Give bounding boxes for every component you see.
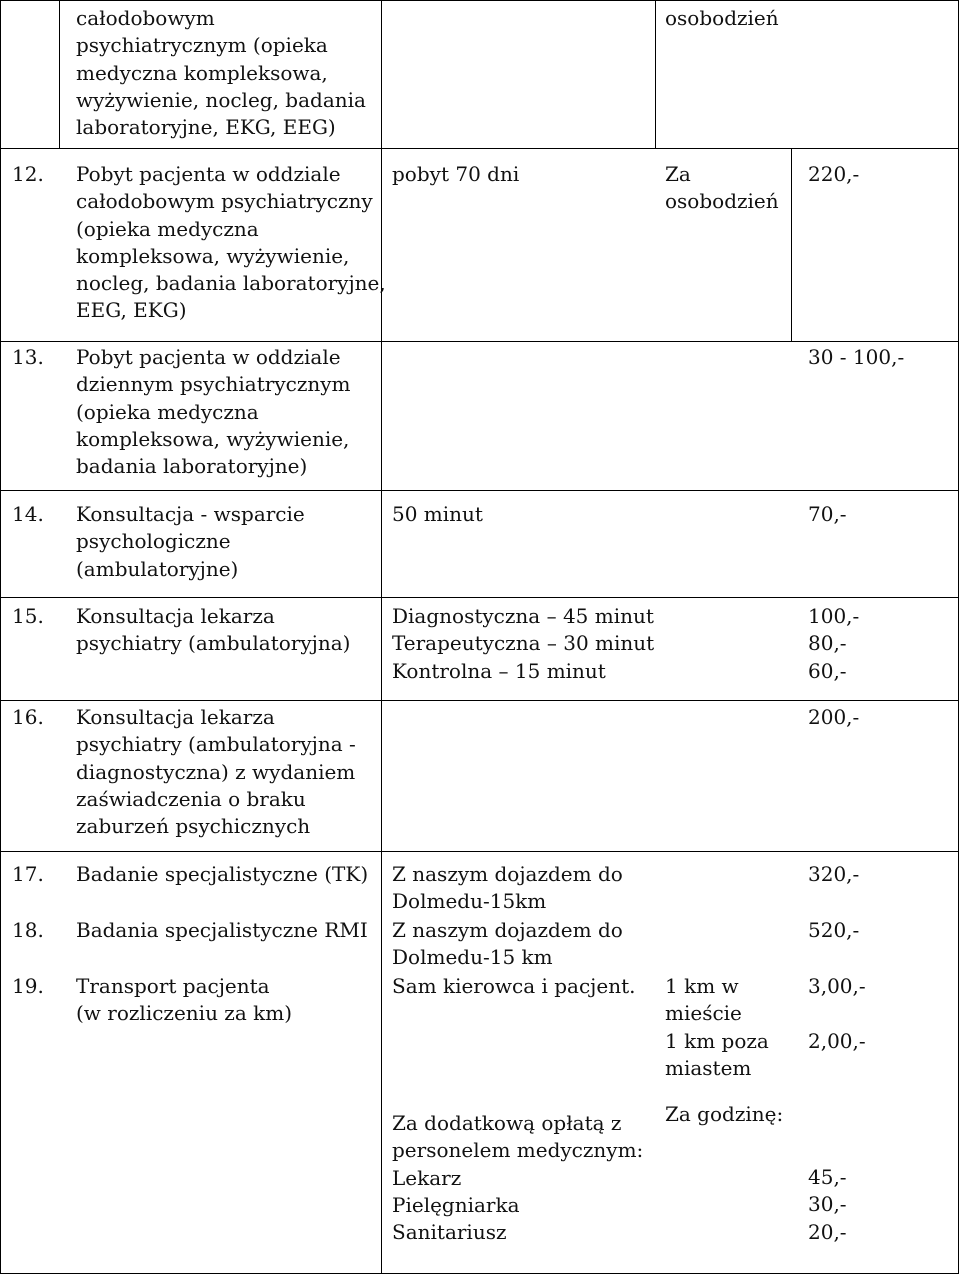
row-divider-14 <box>0 597 959 598</box>
price-outside-cell: 2,00,- <box>808 1029 866 1053</box>
price-cell: 220,- <box>808 162 860 186</box>
price-cell: 200,- <box>808 705 860 729</box>
unit-cell: Za osobodzień <box>665 162 779 214</box>
service-cell: Konsultacja lekarza psychiatry (ambulatoryjna - diagnostyczna) z wydaniem zaświadczenia o braku zaburzeń psychicznych <box>76 705 356 839</box>
time-cell: Z naszym dojazdem do Dolmedu-15km <box>392 862 623 914</box>
col-divider-service <box>59 0 60 148</box>
col-divider-unit <box>655 0 656 148</box>
table-border-left <box>0 0 1 1274</box>
price-city-cell: 3,00,- <box>808 974 866 998</box>
price-cell: 320,- <box>808 862 860 886</box>
row-divider-15 <box>0 700 959 701</box>
row-number: 12. <box>12 162 44 186</box>
service-cell: Konsultacja lekarza psychiatry (ambulatoryjna) <box>76 604 351 656</box>
row-number: 15. <box>12 604 44 628</box>
row-number: 19. <box>12 974 44 998</box>
service-cell: Transport pacjenta (w rozliczeniu za km) <box>76 974 293 1026</box>
service-cell: Badanie specjalistyczne (TK) <box>76 862 369 886</box>
col-divider-price <box>791 148 792 341</box>
table-border-top <box>0 0 959 1</box>
time-cell: pobyt 70 dni <box>392 162 520 186</box>
row-number: 14. <box>12 502 44 526</box>
row-number: 17. <box>12 862 44 886</box>
table-border-right <box>958 0 959 1274</box>
row-divider-13 <box>0 490 959 491</box>
row-divider-16 <box>0 851 959 852</box>
service-cell: Pobyt pacjenta w oddziale całodobowym psychiatryczny (opieka medyczna kompleksowa, wyżywienie, nocleg, badania laboratoryjne, EEG, EKG) <box>76 162 386 323</box>
unit-cell: 1 km w mieście 1 km poza miastem <box>665 974 769 1080</box>
service-cell: Pobyt pacjenta w oddziale dziennym psychiatrycznym (opieka medyczna kompleksowa, wyżywienie, badania laboratoryjne) <box>76 345 351 479</box>
time-cell: 50 minut <box>392 502 483 526</box>
price-cell: 520,- <box>808 918 860 942</box>
price-cell: 100,- 80,- 60,- <box>808 604 860 683</box>
extra-staff-cell: Za dodatkową opłatą z personelem medycznym: Lekarz Pielęgniarka Sanitariusz <box>392 1111 644 1245</box>
price-cell: 30 - 100,- <box>808 345 905 369</box>
row-number: 13. <box>12 345 44 369</box>
row-divider-11 <box>0 148 959 149</box>
time-cell: Sam kierowca i pacjent. <box>392 974 636 998</box>
service-cell: Badania specjalistyczne RMI <box>76 918 368 942</box>
unit-cell: osobodzień <box>665 6 779 30</box>
extra-price-cell: 45,- 30,- 20,- <box>808 1165 847 1244</box>
service-cell: całodobowym psychiatrycznym (opieka medyczna kompleksowa, wyżywienie, nocleg, badania laboratoryjne, EKG, EEG) <box>76 6 366 140</box>
price-cell: 70,- <box>808 502 847 526</box>
extra-unit-cell: Za godzinę: <box>665 1102 784 1126</box>
row-number: 18. <box>12 918 44 942</box>
service-cell: Konsultacja - wsparcie psychologiczne (ambulatoryjne) <box>76 502 305 581</box>
time-cell: Diagnostyczna – 45 minut Terapeutyczna – 30 minut Kontrolna – 15 minut <box>392 604 655 683</box>
time-cell: Z naszym dojazdem do Dolmedu-15 km <box>392 918 623 970</box>
row-divider-12 <box>0 341 959 342</box>
row-number: 16. <box>12 705 44 729</box>
